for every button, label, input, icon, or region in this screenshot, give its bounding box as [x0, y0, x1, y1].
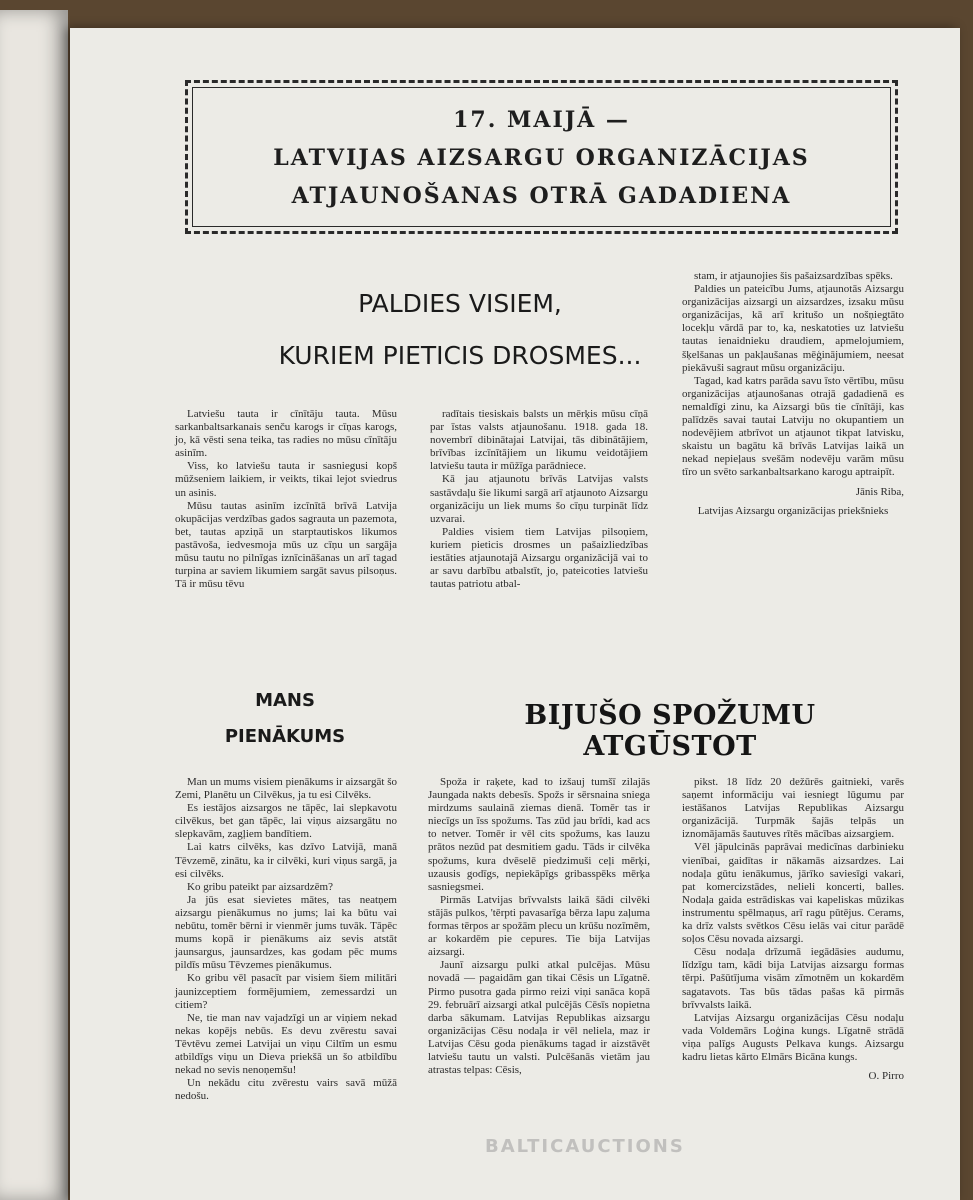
paragraph: Vēl jāpulcinās paprāvai medicīnas darbinieku vienībai, gaidītas ir nākamās aizsardzes. Lai nodaļa gūtu ienākumus, jārīko saviesīgi vakari, pat komercizstādes, nelieli koncerti, balles. Nodaļa gaida estrādiskas vai kapeliskas mūzikas instrumentu spēlmaņus, arī ragu pūtējus. Cerams, ka drīz valsts svētkos Cēsu ielās vai citur parādē soļos Cēsu novada aizsargi.: [682, 841, 904, 946]
paragraph: Viss, ko latviešu tauta ir sasniegusi kopš mūžseniem laikiem, ir veikts, tikai lejot sviedrus un asinis.: [175, 460, 397, 499]
paragraph: pikst. 18 līdz 20 dežūrēs gaitnieki, varēs saņemt informāciju vai iesniegt lūgumu par iestāšanos Latvijas Republikas Aizsargu organizācijā. Turpmāk šajās telpās un iznomājamās šautuves rītēs mācības aizsargiem.: [682, 776, 904, 841]
article3-column-1: [428, 776, 650, 1077]
paragraph: Mūsu tautas asinīm izcīnītā brīvā Latvija okupācijas verdzības gados sagrauta un pazemota, bet, tautas apziņā un starptautiskos likumos pastāvoša, iedvesmoja mūs uz cīņu un sargāja mūsu tautu no pilnīgas iznīcināšanas un arī tagad turpina ar saviem likumiem sargāt savus pilsoņus. Tā ir mūsu tēvu: [175, 499, 397, 591]
paragraph: Cēsu nodaļa drīzumā iegādāsies audumu, līdzīgu tam, kādi bija Latvijas aizsargu formas tērpi. Pašūtījuma visām zīmotnēm un kokardēm sagatavots. Tas būs tādas pašas kā pirmās brīvvalsts laikā.: [682, 946, 904, 1011]
paragraph: Kā jau atjaunotu brīvās Latvijas valsts sastāvdaļu šie likumi sargā arī atjaunoto Aizsargu organizāciju un liek mums šo cīņu turpināt līdz uzvarai.: [430, 473, 648, 525]
paragraph: stam, ir atjaunojies šis pašaizsardzības spēks.: [694, 270, 893, 282]
paragraph: Latvijas Aizsargu organizācijas Cēsu nodaļu vada Voldemārs Loģina kungs. Līgatnē strādā viņa palīgs Augusts Pelkava kungs. Aizsargu kadru lietas kārto Elmārs Bicāna kungs.: [682, 1011, 904, 1063]
paragraph: Lai katrs cilvēks, kas dzīvo Latvijā, manā Tēvzemē, zinātu, ka ir cilvēki, kuri viņus sargā, ja esi cilvēks.: [175, 841, 397, 880]
paragraph: Ko gribu vēl pasacīt par visiem šiem militāri jaunizceptiem formējumiem, zemessardzi un citiem?: [175, 972, 397, 1011]
paragraph: Man un mums visiem pienākums ir aizsargāt šo Zemi, Planētu un Cilvēkus, ja tu esi Cilvēks.: [175, 776, 397, 802]
article3-column-2: [682, 776, 904, 1083]
paragraph: Ja jūs esat sievietes mātes, tas neatņem aizsargu pienākumus no jums; lai ka būtu vai nebūtu, tomēr bērni ir vienmēr jums tuvāk. Tāpēc mums kopā ir pienākums aiz sevis atstāt jaunsargus, jaunsardzes, kas godam pēc mums pildīs mūsu Tēvzemes pienākumus.: [175, 893, 397, 972]
headline-line2: LATVIJAS AIZSARGU ORGANIZĀCIJAS: [273, 145, 810, 171]
article2-title-line2: PIENĀKUMS: [224, 726, 346, 747]
signature-name: Jānis Riba,: [855, 485, 904, 498]
paragraph: Latviešu tauta ir cīnītāju tauta. Mūsu sarkanbaltsarkanais senču karogs ir cīņas karogs, jo, kā vēsti sena teika, tas radies no mūsu cīnītāju asinīm.: [175, 408, 397, 460]
article1-column-3: [682, 270, 904, 518]
article2-title: [200, 683, 370, 755]
article1-title: [250, 278, 670, 382]
paragraph: Tagad, kad katrs parāda savu īsto vērtību, mūsu organizācijas atjaunošanas otrajā gadadienā es nemaldīgi zinu, ka Aizsargi būs tie cīnītāji, kas palīdzēs savai tautai Latviju no okupantiem un nodevējiem atbrīvot un atjaunot tikpat latvisku, skaistu un bagātu kā brīvās Latvijas laikā un nekad nepieļaus svešām nodevēju varām mūsu tīro un svēto sarkanbaltsarkano karogu aptraipīt.: [682, 374, 904, 479]
article3-title: BIJUŠO SPOŽUMU ATGŪSTOT: [524, 700, 816, 762]
headline-line3: ATJAUNOŠANAS OTRĀ GADADIENA: [291, 183, 792, 209]
article1-title-line2: KURIEM PIETICIS DROSMES...: [278, 341, 642, 370]
paragraph: Paldies un pateicību Jums, atjaunotās Aizsargu organizācijas aizsargi un aizsardzes, izsaku mūsu organizācijas, kā arī kritušo un nošņiegtāto locekļu vārdā par to, ka, neskatoties uz latviešu tautas ienaidnieku draudiem, apmelojumiem, šķelšanas un pakļaušanas mēģinājumiem, neesat piekāvuši sagraut mūsu organizāciju.: [682, 283, 904, 374]
paragraph: Un nekādu citu zvērestu vairs savā mūžā nedošu.: [175, 1077, 397, 1103]
article3-author: O. Pirro: [868, 1070, 904, 1083]
paragraph: Pirmās Latvijas brīvvalsts laikā šādi cilvēki stājās pulkos, 'tērpti pavasarīga bērza lapu zaļuma formas tērpos ar spožām plecu un krūšu nozīmēm, ar kokardēm pie cepures. Tie bija Latvijas aizsargi.: [428, 893, 650, 959]
paragraph: Ne, tie man nav vajadzīgi un ar viņiem nekad nekas kopējs nebūs. Es devu zvērestu savai Tēvtēvu zemei Latvijai un viņu Ciltīm un esmu atbildīgs viņu un Dieva priekšā un šo atbildību nekad no sevis nenoņemšu!: [175, 1011, 397, 1077]
paragraph: Spoža ir raķete, kad to izšauj tumšī zilajās Jaungada nakts debesīs. Spožs ir sērsnaina sniega mirdzums saulainā ziemas dienā. Tomēr tas ir niecīgs un īss spožums. Tas zūd jau brīdi, kad acs to netver. Tomēr ir vēl cits spožums, kas lauzu prātos nezūd pat desmitiem gadu. Tāds ir cilvēka spožums, kura dvēselē piedzimuši ceļi mērķi, uzausis godīgs, nepiekāpīgs gribasspēks mērķa sasniegsmei.: [428, 776, 650, 893]
article1-column-2: [430, 408, 648, 591]
headline-banner: [185, 80, 898, 234]
article2-body: [175, 776, 397, 1103]
article1-column-1: [175, 408, 397, 591]
article2-title-line1: MANS: [255, 690, 315, 711]
paragraph: Es iestājos aizsargos ne tāpēc, lai slepkavotu cilvēkus, bet gan tāpēc, lai viņus aizsargātu no slepkavām, zagļiem bandītiem.: [175, 802, 397, 841]
paragraph: radītais tiesiskais balsts un mērķis mūsu cīņā par īstas valsts atjaunošanu. 1918. gada 18. novembrī dibinātajai Latvijai, tās dibinātājiem, brīvības izcīnītājiem un likumu veidotājiem latviešu tauta ir mūžīga parādniece.: [430, 408, 648, 473]
left-page-edge: [0, 10, 68, 1200]
watermark: BALTICAUCTIONS: [485, 1136, 685, 1157]
article1-title-line1: PALDIES VISIEM,: [358, 289, 562, 318]
newspaper-page: [70, 28, 960, 1200]
paragraph: Ko gribu pateikt par aizsardzēm?: [187, 880, 333, 893]
paragraph: Jaunī aizsargu pulki atkal pulcējas. Mūsu novadā — pagaidām gan tikai Cēsis un Līgatnē. Pirmo pusotra gada pirmo reizi viņi sanāca kopā 29. februārī aizsargi atkal pulcējās Cēsīs nopietna darba sākumam. Latvijas Republikas aizsargu organizācijas Cēsu nodaļa ir vēl neliela, maz ir Latvijas Cēsu goda pienākums tagad ir aizstāvēt latviešu tautu un valsti. Pulcēšanās vietām jau atrastas telpas: Cēsis,: [428, 959, 650, 1077]
signature-title: Latvijas Aizsargu organizācijas priekšnieks: [697, 504, 889, 517]
paragraph: Paldies visiem tiem Latvijas pilsoņiem, kuriem pieticis drosmes un pašaizliedzības iestāties atjaunotajā Aizsargu organizācijā vai to ar savu darbību atbalstīt, jo, pateicoties latviešu tautas patriotu atbal-: [430, 525, 648, 591]
headline-date: 17. MAIJĀ —: [453, 107, 630, 133]
